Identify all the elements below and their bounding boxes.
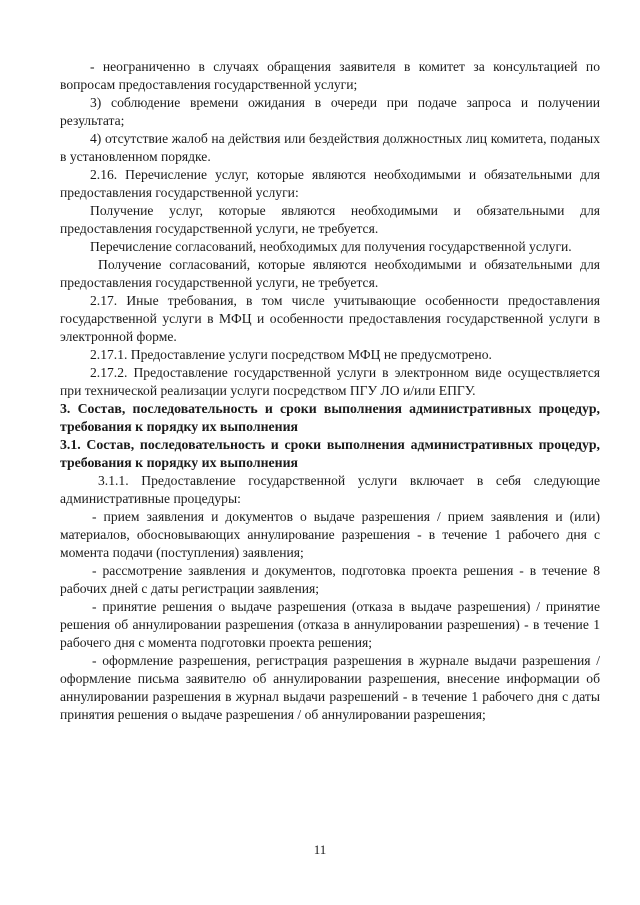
subsection-heading: 3.1. Состав, последовательность и сроки выполнения административных процедур, требования к порядку их выполнения (60, 437, 600, 470)
paragraph: 2.16. Перечисление услуг, которые являются необходимыми и обязательными для предоставления государственной услуги: (60, 167, 600, 200)
list-item: - принятие решения о выдаче разрешения (отказа в выдаче разрешения) / принятие решения об аннулировании разрешения (отказа в аннулировании разрешения) - в течение 1 рабочего дня с момента подготовки проекта решения; (60, 599, 600, 650)
paragraph: - неограниченно в случаях обращения заявителя в комитет за консультацией по вопросам предоставления государственной услуги; (60, 59, 600, 92)
paragraph: 2.17.2. Предоставление государственной услуги в электронном виде осуществляется при технической реализации услуги посредством ПГУ ЛО и/или ЕПГУ. (60, 365, 600, 398)
section-heading: 3. Состав, последовательность и сроки выполнения административных процедур, требования к порядку их выполнения (60, 401, 600, 434)
page-body (60, 58, 600, 724)
paragraph: 3) соблюдение времени ожидания в очереди при подаче запроса и получении результата; (60, 95, 600, 128)
list-item: - оформление разрешения, регистрация разрешения в журнале выдачи разрешения / оформление письма заявителю об аннулировании разрешения, внесение информации об аннулировании разрешения в журнал выдачи разрешений - в течение 1 рабочего дня с даты принятия решения о выдаче разрешения / об аннулировании разрешения; (60, 653, 600, 722)
paragraph: 4) отсутствие жалоб на действия или бездействия должностных лиц комитета, поданых в установленном порядке. (60, 131, 600, 164)
list-item: - прием заявления и документов о выдаче разрешения / прием заявления и (или) материалов, обосновывающих аннулирование разрешения - в течение 1 рабочего дня с момента подачи (поступления) заявления; (60, 509, 600, 560)
paragraph: 3.1.1. Предоставление государственной услуги включает в себя следующие административные процедуры: (60, 473, 600, 506)
paragraph: Получение согласований, которые являются необходимыми и обязательными для предоставления государственной услуги, не требуется. (60, 257, 600, 290)
paragraph: 2.17.1. Предоставление услуги посредством МФЦ не предусмотрено. (90, 347, 492, 362)
list-item: - рассмотрение заявления и документов, подготовка проекта решения - в течение 8 рабочих дней с даты регистрации заявления; (60, 563, 600, 596)
paragraph: Получение услуг, которые являются необходимыми и обязательными для предоставления государственной услуги, не требуется. (60, 203, 600, 236)
paragraph: 2.17. Иные требования, в том числе учитывающие особенности предоставления государственной услуги в МФЦ и особенности предоставления государственной услуги в электронной форме. (60, 293, 600, 344)
page-number: 11 (313, 842, 327, 857)
paragraph: Перечисление согласований, необходимых для получения государственной услуги. (90, 239, 572, 254)
